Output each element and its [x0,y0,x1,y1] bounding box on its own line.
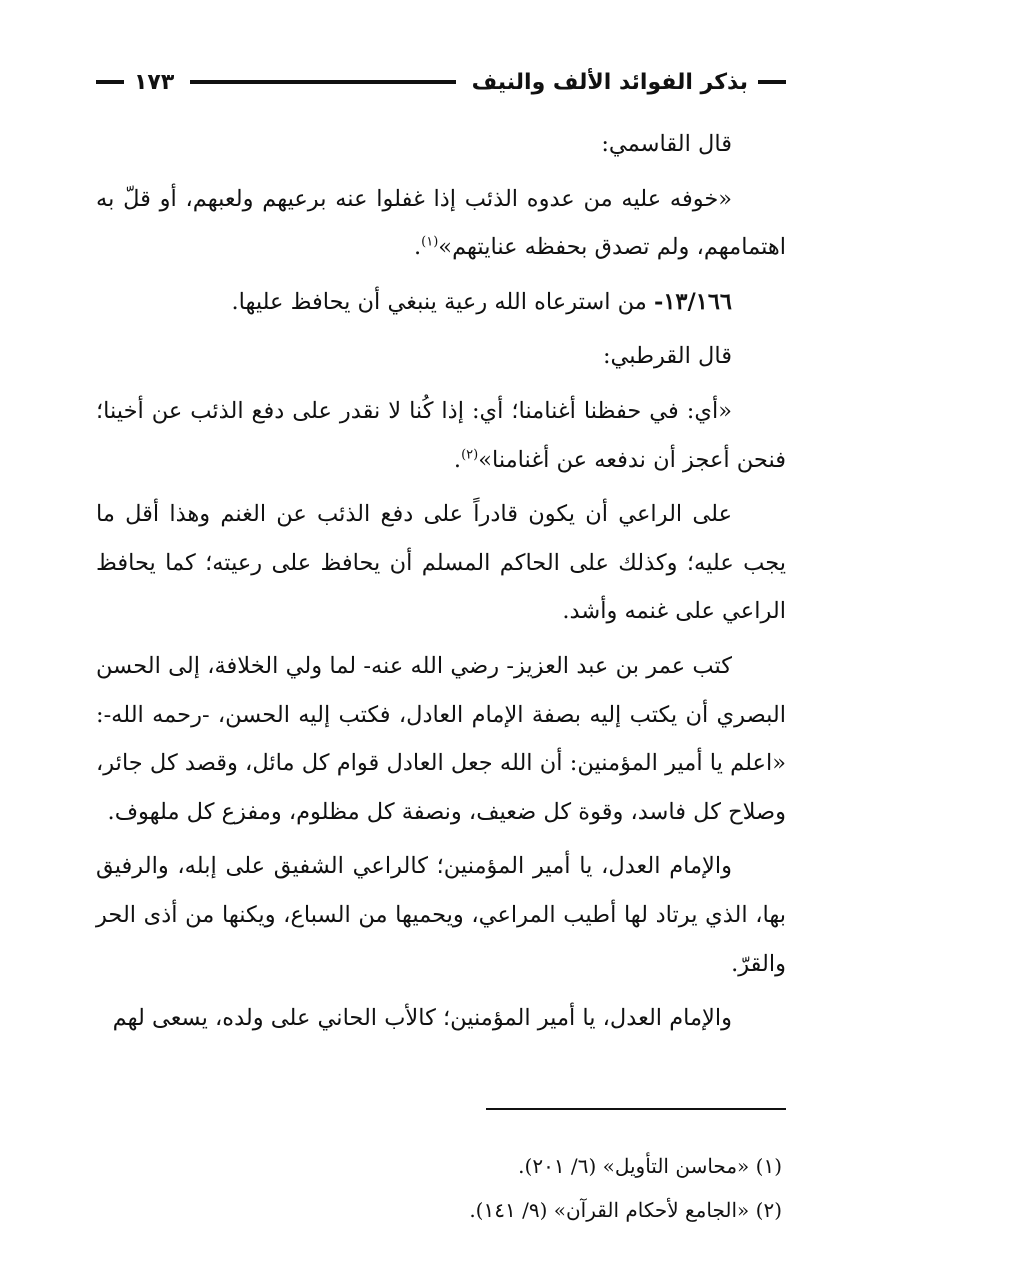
footnote-ref-2[interactable]: (٢) [461,447,479,463]
qurtubi-quote-text: «أي: في حفظنا أغنامنا؛ أي: إذا كُنا لا نقدر على دفع الذئب عن أخينا؛ فنحن أعجز أن ندفعه عن أغنامنا» [96,397,786,473]
qurtubi-quote-end: . [453,446,462,473]
qasimi-quote-text: «خوفه عليه من عدوه الذئب إذا غفلوا عنه برعيهم ولعبهم، أو قلّ به اهتمامهم، ولم تصدق بحفظه عنايتهم» [96,185,786,261]
qurtubi-heading-text: قال القرطبي: [602,343,732,370]
qasimi-quote-end: . [414,234,422,261]
page-number: ١٧٣ [134,69,175,95]
paragraph-umar-letter [96,642,786,836]
paragraph-shepherd-duty [96,490,786,636]
footnote-ref-1[interactable]: (١) [421,234,439,250]
paragraph-qasimi-heading [96,120,786,169]
shepherd-duty-text: على الراعي أن يكون قادراً على دفع الذئب عن الغنم وهذا أقل ما يجب عليه؛ وكذلك على الحاكم المسلم أن يحافظ على رعيته؛ كما يحافظ الراعي على غنمه وأشد. [96,501,786,625]
paragraph-imam-father [96,994,786,1043]
paragraph-qurtubi-heading [96,332,786,381]
book-page [96,56,786,1236]
header-rule [190,80,455,84]
footnote-2: (٢) «الجامع لأحكام القرآن» (٩/ ١٤١). [469,1198,782,1222]
running-header [96,56,786,108]
running-title: بذكر الفوائد الألف والنيف [471,69,748,95]
paragraph-qurtubi-quote [96,387,786,484]
benefit-number: ١٣/١٦٦- [654,288,732,315]
footnote-1: (١) «محاسن التأويل» (٦/ ٢٠١). [518,1154,782,1178]
benefit-text: من استرعاه الله رعية ينبغي أن يحافظ عليها. [231,288,654,315]
umar-letter-text: كتب عمر بن عبد العزيز- رضي الله عنه- لما ولي الخلافة، إلى الحسن البصري أن يكتب إليه بصفة الإمام العادل، فكتب إليه الحسن، -رحمه الله-: «اعلم يا أمير المؤمنين: أن الله جعل العادل قوام كل مائل، وقصد كل جائر، وصلاح كل فاسد، وقوة كل ضعيف، ونصفة كل مظلوم، ومفزع كل ملهوف. [96,652,786,825]
imam-father-text: والإمام العدل، يا أمير المؤمنين؛ كالأب الحاني على ولده، يسعى لهم [112,1005,732,1032]
paragraph-benefit-166 [96,278,786,327]
header-dash-right [758,80,786,84]
qasimi-heading-text: قال القاسمي: [601,131,732,157]
paragraph-imam-shepherd [96,842,786,988]
paragraph-qasimi-quote [96,175,786,272]
footnotes [96,1144,786,1232]
imam-shepherd-text: والإمام العدل، يا أمير المؤمنين؛ كالراعي الشفيق على إبله، والرفيق بها، الذي يرتاد لها أطيب المراعي، ويحميها من السباع، ويكنها من أذى الحر والقرّ. [96,853,786,977]
main-text [96,120,786,1043]
header-dash-left [96,80,124,84]
footnote-separator [486,1108,786,1110]
